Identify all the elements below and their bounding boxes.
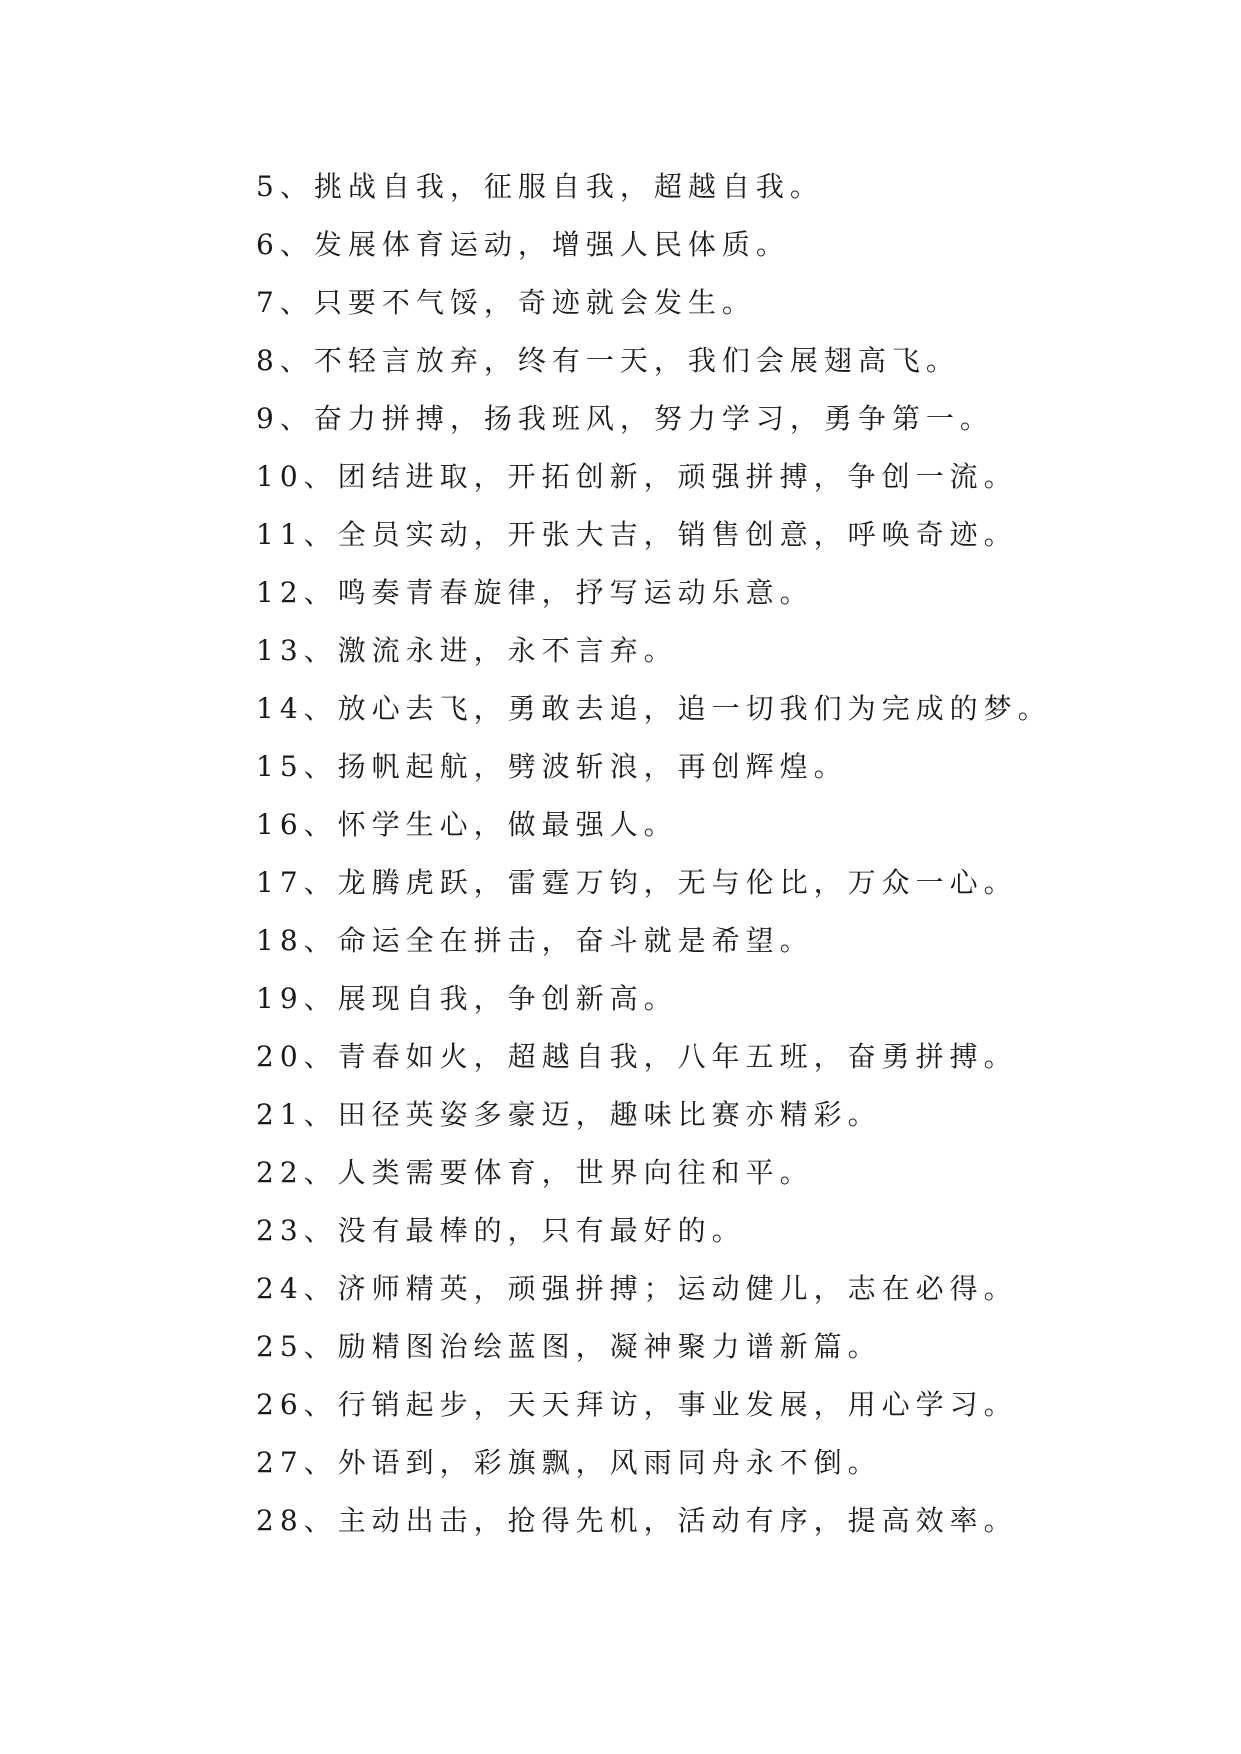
slogan-line: 11、全员实动，开张大吉，销售创意，呼唤奇迹。	[256, 518, 1018, 551]
slogan-line: 9、奋力拼搏，扬我班风，努力学习，勇争第一。	[256, 402, 994, 435]
slogan-line: 18、命运全在拼击，奋斗就是希望。	[256, 924, 814, 957]
slogan-line: 23、没有最棒的，只有最好的。	[256, 1214, 746, 1247]
slogan-line: 28、主动出击，抢得先机，活动有序，提高效率。	[256, 1504, 1018, 1537]
slogan-line: 26、行销起步，天天拜访，事业发展，用心学习。	[256, 1388, 1018, 1421]
slogan-line: 25、励精图治绘蓝图，凝神聚力谱新篇。	[256, 1330, 882, 1363]
slogan-line: 21、田径英姿多豪迈，趣味比赛亦精彩。	[256, 1098, 882, 1131]
slogan-line: 27、外语到，彩旗飘，风雨同舟永不倒。	[256, 1446, 882, 1479]
slogan-line: 16、怀学生心，做最强人。	[256, 808, 678, 841]
slogan-line: 8、不轻言放弃，终有一天，我们会展翅高飞。	[256, 344, 960, 377]
slogan-line: 10、团结进取，开拓创新，顽强拼搏，争创一流。	[256, 460, 1018, 493]
slogan-line: 17、龙腾虎跃，雷霆万钧，无与伦比，万众一心。	[256, 866, 1018, 899]
slogan-line: 6、发展体育运动，增强人民体质。	[256, 228, 790, 261]
slogan-line: 5、挑战自我，征服自我，超越自我。	[256, 170, 824, 203]
slogan-line: 12、鸣奏青春旋律，抒写运动乐意。	[256, 576, 814, 609]
slogan-line: 24、济师精英，顽强拼搏；运动健儿，志在必得。	[256, 1272, 1018, 1305]
slogan-line: 15、扬帆起航，劈波斩浪，再创辉煌。	[256, 750, 848, 783]
slogan-line: 14、放心去飞，勇敢去追，追一切我们为完成的梦。	[256, 692, 1052, 725]
slogan-line: 22、人类需要体育，世界向往和平。	[256, 1156, 814, 1189]
slogan-list	[256, 158, 1052, 1550]
slogan-line: 19、展现自我，争创新高。	[256, 982, 678, 1015]
slogan-line: 13、激流永进，永不言弃。	[256, 634, 678, 667]
slogan-line: 7、只要不气馁，奇迹就会发生。	[256, 286, 756, 319]
slogan-line: 20、青春如火，超越自我，八年五班，奋勇拼搏。	[256, 1040, 1018, 1073]
